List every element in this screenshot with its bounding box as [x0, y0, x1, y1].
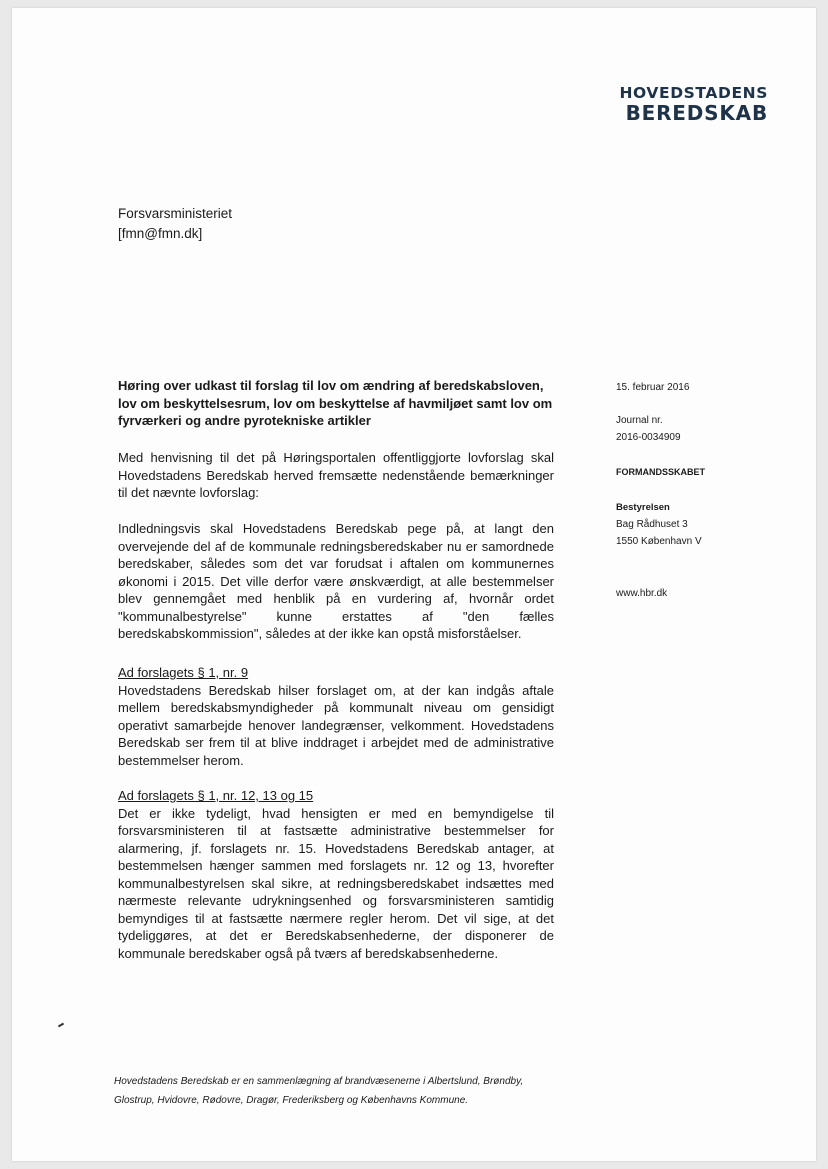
section-1: [118, 664, 554, 769]
letter-subject: Høring over udkast til forslag til lov om ændring af beredskabsloven, lov om beskyttelsesrum, lov om beskyttelse af havmiljøet samt lov om fyrværkeri og andre pyrotekniske artikler: [118, 378, 553, 428]
letter-date: 15. februar 2016: [616, 382, 690, 393]
journal-number: 2016-0034909: [616, 432, 681, 443]
section-1-heading: Ad forslagets § 1, nr. 9: [118, 665, 249, 680]
section-1-text: Hovedstadens Beredskab hilser forslaget om, at der kan indgås aftale mellem beredskabsmyndigheder på kommunalt niveau om gensidigt operativt samarbejde henover landegrænser, velkomment. Hovedstadens Beredskab ser frem til at blive inddraget i arbejdet med de administrative bestemmelser herom.: [118, 682, 554, 768]
recipient-block: [118, 204, 232, 244]
intro-paragraph: [118, 449, 554, 502]
letter-page: [12, 8, 816, 1161]
preliminary-paragraph: [118, 520, 554, 643]
address-city: 1550 København V: [616, 536, 702, 547]
logo-line-2: BEREDSKAB: [625, 100, 768, 125]
address-street: Bag Rådhuset 3: [616, 519, 688, 530]
intro-text: Med henvisning til det på Høringsportalen offentliggjorte lovforslag skal Hovedstadens Beredskab herved fremsætte nedenstående bemærkninger til det nævnte lovforslag:: [118, 450, 554, 500]
section-2-text: Det er ikke tydeligt, hvad hensigten er med en bemyndigelse til forsvarsministeren til at fastsætte administrative bestemmelser for alarmering, jf. forslagets nr. 15. Hovedstadens Beredskab antager, at bestemmelsen hænger sammen med forslagets nr. 12 og 13, hvorefter kommunalbestyrelsen skal sikre, at redningsberedskabet indsættes med nærmeste relevante udrykningsenhed og forsvarsministeren samtidig bemyndiges til at fastsætte nærmere regler herom. Det vil sige, at det tydeliggøres, at det er Beredskabsenhederne, der disponerer de kommunale beredskaber også på tværs af beredskabsenhederne.: [118, 805, 554, 961]
address-name: Bestyrelsen: [616, 502, 670, 513]
recipient-name: Forsvarsministeriet: [118, 206, 233, 221]
section-2: [118, 787, 554, 962]
section-2-heading: Ad forslagets § 1, nr. 12, 13 og 15: [118, 788, 314, 803]
logo-line-1: HOVEDSTADENS: [619, 84, 768, 102]
sender-address: [616, 499, 702, 550]
recipient-email: [fmn@fmn.dk]: [118, 226, 203, 241]
website-link[interactable]: www.hbr.dk: [616, 588, 668, 599]
organization-logo: [618, 86, 768, 123]
department-name: FORMANDSSKABET: [616, 467, 705, 477]
journal-label: Journal nr.: [616, 415, 663, 426]
footer-note: Hovedstadens Beredskab er en sammenlægning af brandvæsenerne i Albertslund, Brøndby, Glostrup, Hvidovre, Rødovre, Dragør, Frederiksberg og Københavns Kommune.: [114, 1076, 524, 1106]
stray-pen-mark: [58, 1023, 64, 1028]
preliminary-text: Indledningsvis skal Hovedstadens Beredskab pege på, at langt den overvejende del af de kommunale redningsberedskaber nu er samordnede beredskaber, således som det var forudsat i aftalen om kommunernes økonomi i 2015. Det ville derfor være ønskværdigt, at alle bestemmelser blev gennemgået med henblik på en vurdering af, hvornår ordet "kommunalbestyrelse" kunne erstattes af "den fælles beredskabskommission", således at der ikke kan opstå misforståelser.: [118, 521, 554, 641]
